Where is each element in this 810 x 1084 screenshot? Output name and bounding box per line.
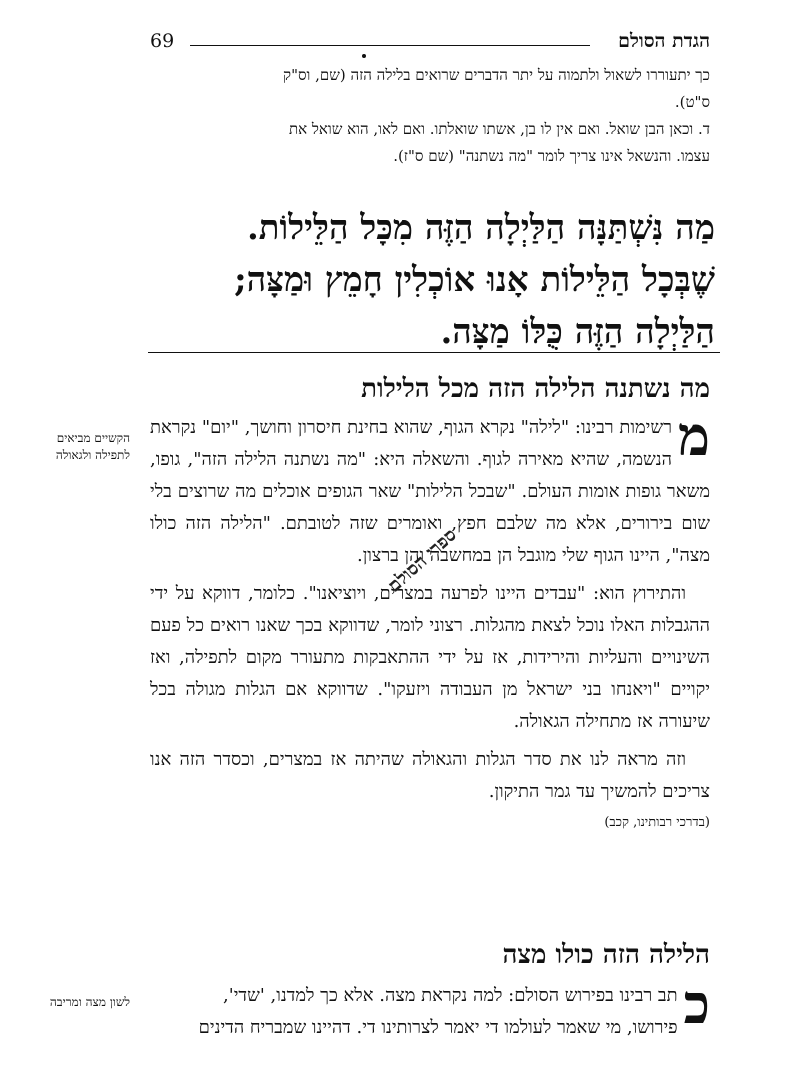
commentary-section-2 [150, 940, 710, 1044]
margin-note [10, 430, 130, 464]
footnote-line: עצמו. והנשאל אינו צריך לומר "מה נשתנה" (שם ס"ז). [393, 147, 710, 165]
header-dot [362, 54, 366, 58]
footnote-line: ס"ט). [674, 93, 710, 111]
haggadah-text [150, 202, 715, 358]
section-body [150, 972, 710, 1044]
haggadah-line: הַלַּיְלָה הַזֶּה כֻּלּוֹ מַצָּה. [440, 312, 715, 352]
header-rule [190, 45, 590, 46]
section-divider [148, 352, 720, 353]
haggadah-line: מַה נִּשְׁתַּנָּה הַלַּיְלָה הַזֶּה מִכָּל הַלֵּילוֹת. [246, 208, 715, 248]
haggadah-line: שֶׁבְּכָל הַלֵּילוֹת אָנוּ אוֹכְלִין חָמֵץ וּמַצָּה; [234, 260, 715, 300]
dropcap-letter: כ [683, 972, 710, 1036]
section-heading: מה נשתנה הלילה הזה מכל הלילות [361, 374, 710, 404]
book-title: הגדת הסולם [618, 30, 710, 52]
paragraph: רשימות רבינו: "לילה" נקרא הגוף, שהוא בחינת חיסרון וחושך, "יום" נקראת הנשמה, שהיא מאירה לגוף. והשאלה היא: "מה נשתנה הלילה הזה", גופו, משאר גופות אומות העולם. "שבכל הלילות" שאר הגופים אוכלים מה שרוצים בלי שום בירורים, אלא מה שלבם חפץ, ואומרים שזה לטובתם. "הלילה הזה כולו מצה", היינו הגוף שלי מוגבל הן במחשבה והן ברצון. [150, 417, 710, 566]
margin-note [10, 994, 130, 1011]
margin-note-line: לתפילה ולגאולה [55, 448, 130, 462]
margin-note-line: הקשיים מביאים [56, 431, 130, 445]
dropcap-letter: מ [677, 404, 710, 468]
paragraph-line: תב רבינו בפירוש הסולם: למה נקראת מצה. אלא כך למדנו, 'שדי', [223, 985, 678, 1006]
paragraph: וזה מראה לנו את סדר הגלות והגאולה שהיתה אז במצרים, וכסדר הזה אנו צריכים להמשיך עד גמר התיקון. [150, 749, 710, 802]
section-heading: הלילה הזה כולו מצה [502, 940, 710, 970]
paragraph-line: פירושו, מי שאמר לעולמו די יאמר לצרותינו די. דהיינו שמבריח הדינים [198, 1017, 678, 1038]
footnote-line: ד. וכאן הבן שואל. ואם אין לו בן, אשתו שואלתו. ואם לאו, הוא שואל את [288, 120, 710, 138]
running-header [150, 30, 710, 50]
paragraph: והתירוץ הוא: "עבדים היינו לפרעה במצרים, ויוציאנו". כלומר, דווקא על ידי ההגבלות האלו נוכל לצאת מהגלות. רצוני לומר, שדווקא בכך שאנו רואים כל פעם השינויים והעליות והירידות, אז על ידי ההתאבקות מתעורר מקום לתפילה, ואז יקויים "ויאנחו בני ישראל מן העבודה ויזעקו". שדווקא אם הגלות מגולה בכל שיעורה אז מתחילה הגאולה. [150, 583, 710, 732]
source-citation: (בדרכי רבותינו, קכב) [604, 815, 710, 830]
library-stamp: ספרי הסולם [383, 524, 461, 597]
page-number: 69 [150, 30, 175, 52]
margin-note-line: לשון מצה ומריבה [49, 995, 130, 1009]
footnote-line: כך יתעוררו לשאול ולתמוה על יתר הדברים שרואים בלילה הזה (שם, וס"ק [283, 66, 710, 84]
commentary-section-1 [150, 374, 710, 830]
footnote-block [150, 62, 710, 170]
